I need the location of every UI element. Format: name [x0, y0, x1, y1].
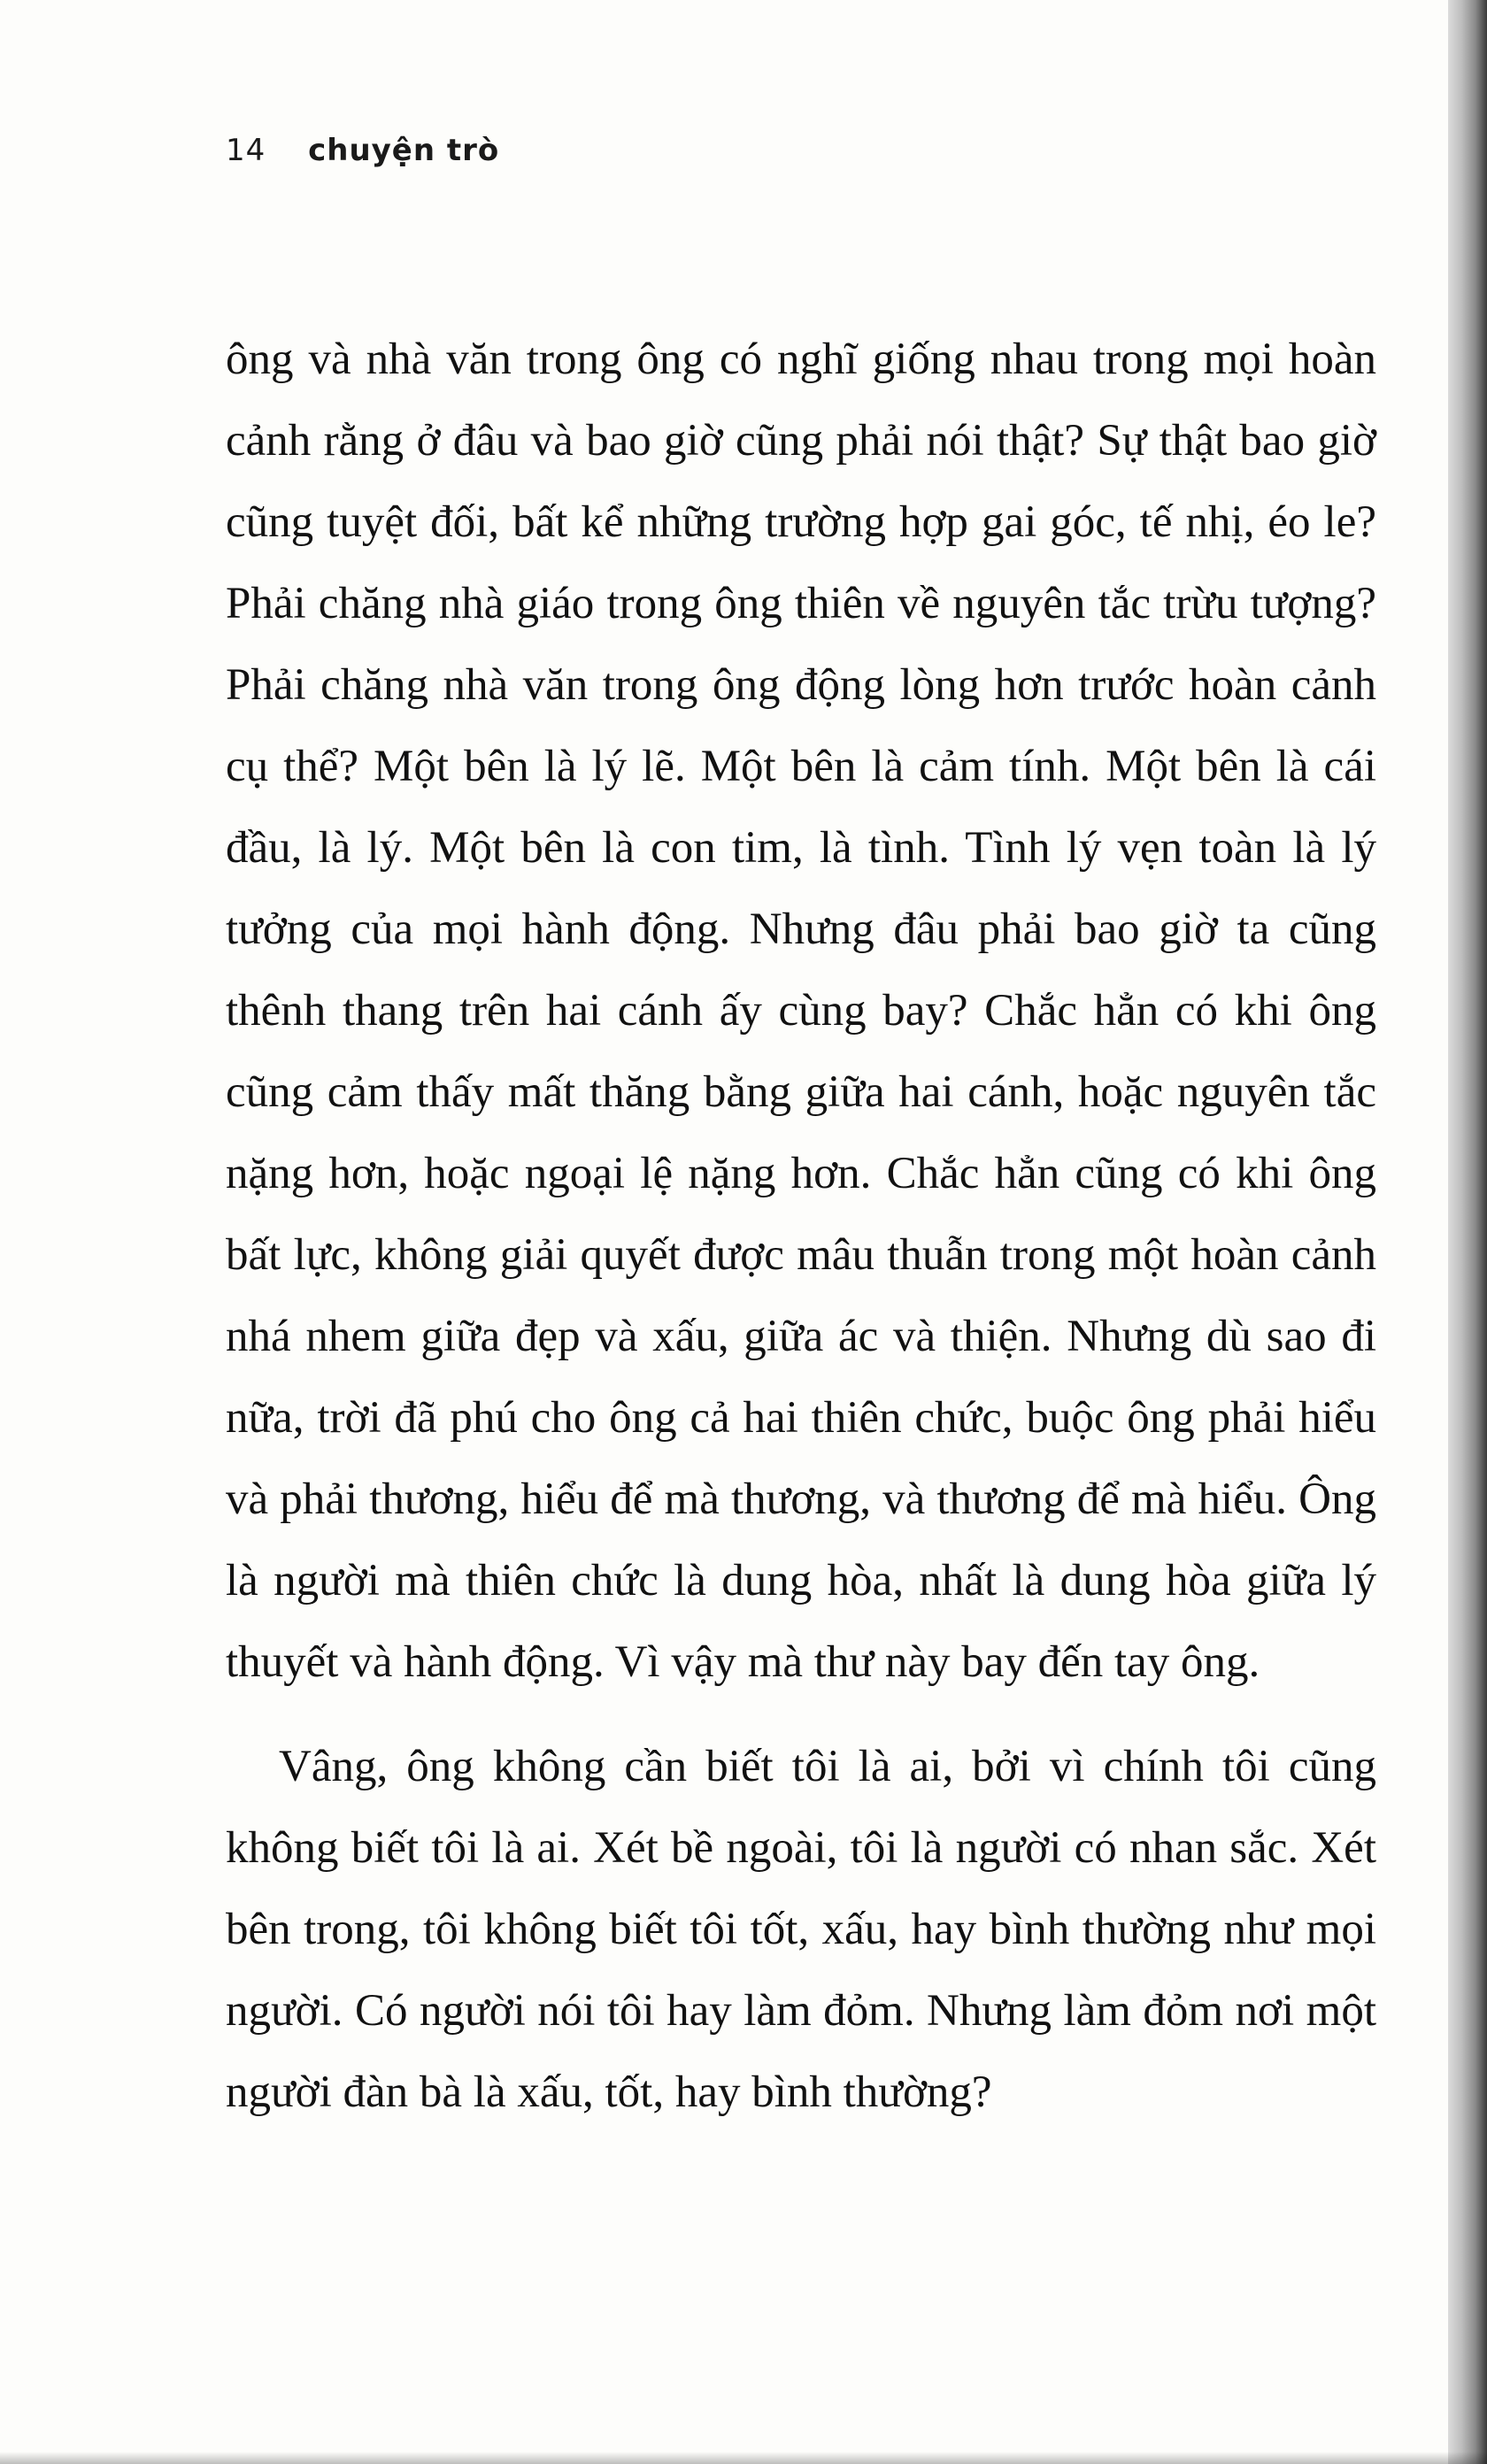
- body-text: [226, 319, 1376, 2133]
- running-head: [226, 133, 499, 168]
- book-title: chuyện trò: [308, 133, 500, 168]
- paragraph: ông và nhà văn trong ông có nghĩ giống nhau trong mọi hoàn cảnh rằng ở đâu và bao giờ cũng phải nói thật? Sự thật bao giờ cũng tuyệt đối, bất kể những trường hợp gai góc, tế nhị, éo le? Phải chăng nhà giáo trong ông thiên về nguyên tắc trừu tượng? Phải chăng nhà văn trong ông động lòng hơn trước hoàn cảnh cụ thể? Một bên là lý lẽ. Một bên là cảm tính. Một bên là cái đầu, là lý. Một bên là con tim, là tình. Tình lý vẹn toàn là lý tưởng của mọi hành động. Nhưng đâu phải bao giờ ta cũng thênh thang trên hai cánh ấy cùng bay? Chắc hẳn có khi ông cũng cảm thấy mất thăng bằng giữa hai cánh, hoặc nguyên tắc nặng hơn, hoặc ngoại lệ nặng hơn. Chắc hẳn cũng có khi ông bất lực, không giải quyết được mâu thuẫn trong một hoàn cảnh nhá nhem giữa đẹp và xấu, giữa ác và thiện. Nhưng dù sao đi nữa, trời đã phú cho ông cả hai thiên chức, buộc ông phải hiểu và phải thương, hiểu để mà thương, và thương để mà hiểu. Ông là người mà thiên chức là dung hòa, nhất là dung hòa giữa lý thuyết và hành động. Vì vậy mà thư này bay đến tay ông.: [226, 335, 1376, 1687]
- page-bottom-shadow: [0, 2452, 1487, 2464]
- page-edge: [1448, 0, 1487, 2464]
- paragraph: Vâng, ông không cần biết tôi là ai, bởi vì chính tôi cũng không biết tôi là ai. Xét bề ngoài, tôi là người có nhan sắc. Xét bên trong, tôi không biết tôi tốt, xấu, hay bình thường như mọi người. Có người nói tôi hay làm đỏm. Nhưng làm đỏm nơi một người đàn bà là xấu, tốt, hay bình thường?: [226, 1742, 1376, 2117]
- page-number: 14: [226, 133, 266, 168]
